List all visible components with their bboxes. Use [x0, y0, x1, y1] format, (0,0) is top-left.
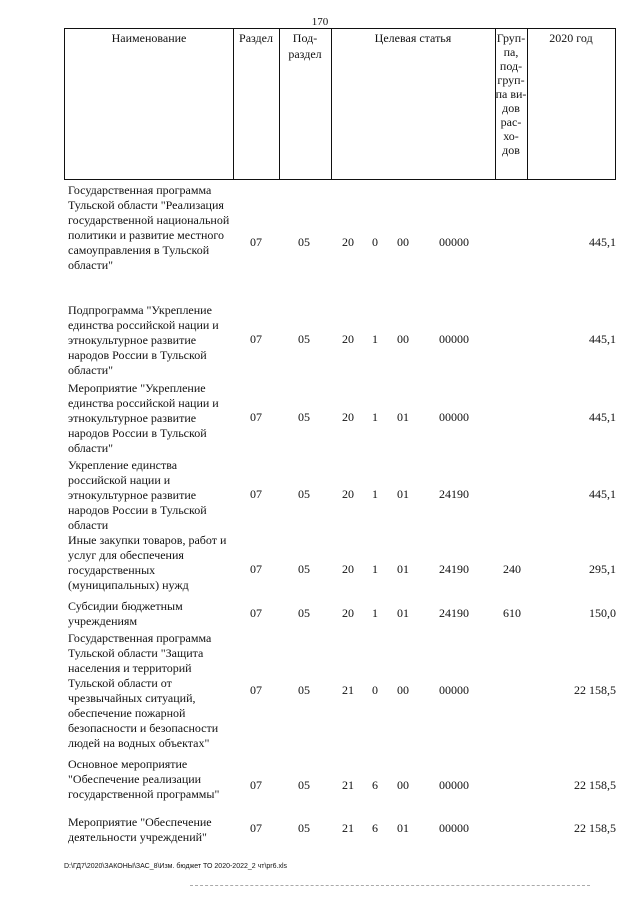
cell-t4: 24190 — [439, 562, 469, 576]
row-name-line: Иные закупки товаров, работ и — [68, 533, 227, 547]
cell-amount: 445,1 — [589, 235, 616, 249]
cell-t4: 00000 — [439, 683, 469, 697]
cell-subsection: 05 — [298, 821, 310, 835]
cell-t3: 01 — [397, 821, 409, 835]
header-target: Целевая статья — [374, 31, 452, 45]
header-name: Наименование — [111, 31, 187, 45]
row-name-line: Подпрограмма "Укрепление — [68, 303, 212, 317]
cell-t3: 01 — [397, 410, 409, 424]
row-name-line: государственных — [68, 563, 156, 577]
header-subsection-line: раздел — [288, 47, 322, 61]
cell-amount: 445,1 — [589, 487, 616, 501]
row-name-line: Основное мероприятие — [68, 757, 188, 771]
cell-t1: 21 — [342, 778, 354, 792]
table-header — [64, 28, 616, 180]
header-group-line: дов — [502, 101, 520, 115]
row-name-line: этнокультурное развитие — [68, 488, 197, 502]
row-name — [68, 631, 238, 751]
header-group-line: рас- — [500, 115, 522, 129]
row-name-line: области" — [68, 441, 114, 455]
cell-subsection: 05 — [298, 332, 310, 346]
cell-subsection: 05 — [298, 778, 310, 792]
cell-section: 07 — [250, 332, 262, 346]
header-group-line: под- — [499, 59, 523, 73]
row-name-line: людей на водных объектах" — [68, 736, 210, 750]
header-group — [495, 29, 527, 179]
cell-t2: 1 — [372, 487, 378, 501]
row-name-line: самоуправления в Тульской — [68, 243, 210, 257]
row-name-line: "Обеспечение реализации — [68, 772, 202, 786]
row-name-line: области" — [68, 363, 114, 377]
header-year: 2020 год — [549, 31, 593, 45]
header-subsection-line: Под- — [292, 31, 318, 45]
row-name — [68, 757, 238, 802]
row-name-line: Тульской области "Защита — [68, 646, 204, 660]
cell-t2: 1 — [372, 332, 378, 346]
cell-subsection: 05 — [298, 606, 310, 620]
row-name — [68, 458, 238, 533]
cell-t2: 1 — [372, 606, 378, 620]
cell-amount: 445,1 — [589, 332, 616, 346]
cell-t3: 01 — [397, 562, 409, 576]
row-name-line: Мероприятие "Укрепление — [68, 381, 206, 395]
row-name — [68, 183, 238, 273]
cell-amount: 295,1 — [589, 562, 616, 576]
cell-t2: 0 — [372, 235, 378, 249]
row-name-line: учреждениям — [68, 614, 138, 628]
cell-t2: 1 — [372, 410, 378, 424]
cell-section: 07 — [250, 606, 262, 620]
cell-amount: 22 158,5 — [574, 683, 616, 697]
header-group-line: па ви- — [495, 87, 527, 101]
cell-t1: 20 — [342, 487, 354, 501]
cell-t4: 00000 — [439, 235, 469, 249]
cell-t3: 01 — [397, 606, 409, 620]
row-name-line: этнокультурное развитие — [68, 333, 197, 347]
cell-subsection: 05 — [298, 487, 310, 501]
header-group-line: па, — [503, 45, 519, 59]
cell-t4: 00000 — [439, 332, 469, 346]
row-name-line: народов России в Тульской — [68, 503, 207, 517]
row-name-line: единства российской нации и — [68, 318, 219, 332]
row-name-line: российской нации и — [68, 473, 171, 487]
cell-t1: 20 — [342, 332, 354, 346]
row-name-line: услуг для обеспечения — [68, 548, 184, 562]
cell-t4: 00000 — [439, 410, 469, 424]
cell-t4: 00000 — [439, 778, 469, 792]
row-name-line: Государственная программа — [68, 631, 212, 645]
cell-subsection: 05 — [298, 562, 310, 576]
header-group-line: Груп- — [496, 31, 526, 45]
cell-t1: 20 — [342, 562, 354, 576]
header-subsection — [279, 29, 331, 179]
row-name-line: политики и развитие местного — [68, 228, 224, 242]
row-name-line: Тульской области от — [68, 676, 172, 690]
cell-t4: 24190 — [439, 606, 469, 620]
cell-section: 07 — [250, 562, 262, 576]
cell-t4: 24190 — [439, 487, 469, 501]
row-name — [68, 599, 238, 629]
cell-group: 240 — [503, 562, 521, 576]
row-name-line: (муниципальных) нужд — [68, 578, 189, 592]
row-name — [68, 533, 238, 593]
row-name-line: народов России в Тульской — [68, 426, 207, 440]
cell-section: 07 — [250, 778, 262, 792]
row-name-line: области — [68, 518, 109, 532]
page-number: 170 — [311, 16, 329, 28]
file-path-footer: D:\ГД7\2020\ЗАКОНЫ\ЗАС_8\Изм. бюджет ТО 2020-2022_2 чт\pr6.xls — [64, 863, 288, 870]
cell-t1: 20 — [342, 410, 354, 424]
cell-section: 07 — [250, 235, 262, 249]
cell-t3: 01 — [397, 487, 409, 501]
row-name-line: государственной программы" — [68, 787, 220, 801]
row-name-line: безопасности и безопасности — [68, 721, 219, 735]
cell-group: 610 — [503, 606, 521, 620]
cell-amount: 22 158,5 — [574, 778, 616, 792]
row-name-line: государственной национальной — [68, 213, 230, 227]
divider — [190, 885, 590, 886]
row-name-line: Субсидии бюджетным — [68, 599, 183, 613]
cell-t3: 00 — [397, 683, 409, 697]
row-name-line: Мероприятие "Обеспечение — [68, 815, 212, 829]
row-name-line: населения и территорий — [68, 661, 192, 675]
row-name-line: единства российской нации и — [68, 396, 219, 410]
row-name — [68, 303, 238, 378]
cell-t4: 00000 — [439, 821, 469, 835]
cell-t1: 20 — [342, 235, 354, 249]
cell-amount: 445,1 — [589, 410, 616, 424]
row-name-line: Укрепление единства — [68, 458, 178, 472]
cell-t1: 20 — [342, 606, 354, 620]
cell-section: 07 — [250, 410, 262, 424]
header-group-line: хо- — [503, 129, 519, 143]
cell-t3: 00 — [397, 778, 409, 792]
row-name-line: области" — [68, 258, 114, 272]
row-name — [68, 815, 238, 845]
cell-section: 07 — [250, 487, 262, 501]
cell-amount: 150,0 — [589, 606, 616, 620]
header-group-line: дов — [502, 143, 520, 157]
row-name-line: народов России в Тульской — [68, 348, 207, 362]
table-header-container — [64, 28, 616, 180]
row-name-line: деятельности учреждений" — [68, 830, 207, 844]
cell-subsection: 05 — [298, 235, 310, 249]
cell-t2: 6 — [372, 778, 378, 792]
cell-t1: 21 — [342, 821, 354, 835]
cell-t2: 6 — [372, 821, 378, 835]
row-name-line: обеспечение пожарной — [68, 706, 186, 720]
cell-section: 07 — [250, 683, 262, 697]
row-name-line: Тульской области "Реализация — [68, 198, 224, 212]
cell-t1: 21 — [342, 683, 354, 697]
row-name-line: Государственная программа — [68, 183, 212, 197]
cell-amount: 22 158,5 — [574, 821, 616, 835]
row-name — [68, 381, 238, 456]
cell-t3: 00 — [397, 235, 409, 249]
header-group-line: груп- — [497, 73, 525, 87]
cell-t2: 0 — [372, 683, 378, 697]
header-section: Раздел — [239, 31, 273, 45]
row-name-line: этнокультурное развитие — [68, 411, 197, 425]
cell-section: 07 — [250, 821, 262, 835]
cell-subsection: 05 — [298, 410, 310, 424]
cell-t2: 1 — [372, 562, 378, 576]
cell-t3: 00 — [397, 332, 409, 346]
row-name-line: чрезвычайных ситуаций, — [68, 691, 196, 705]
cell-subsection: 05 — [298, 683, 310, 697]
